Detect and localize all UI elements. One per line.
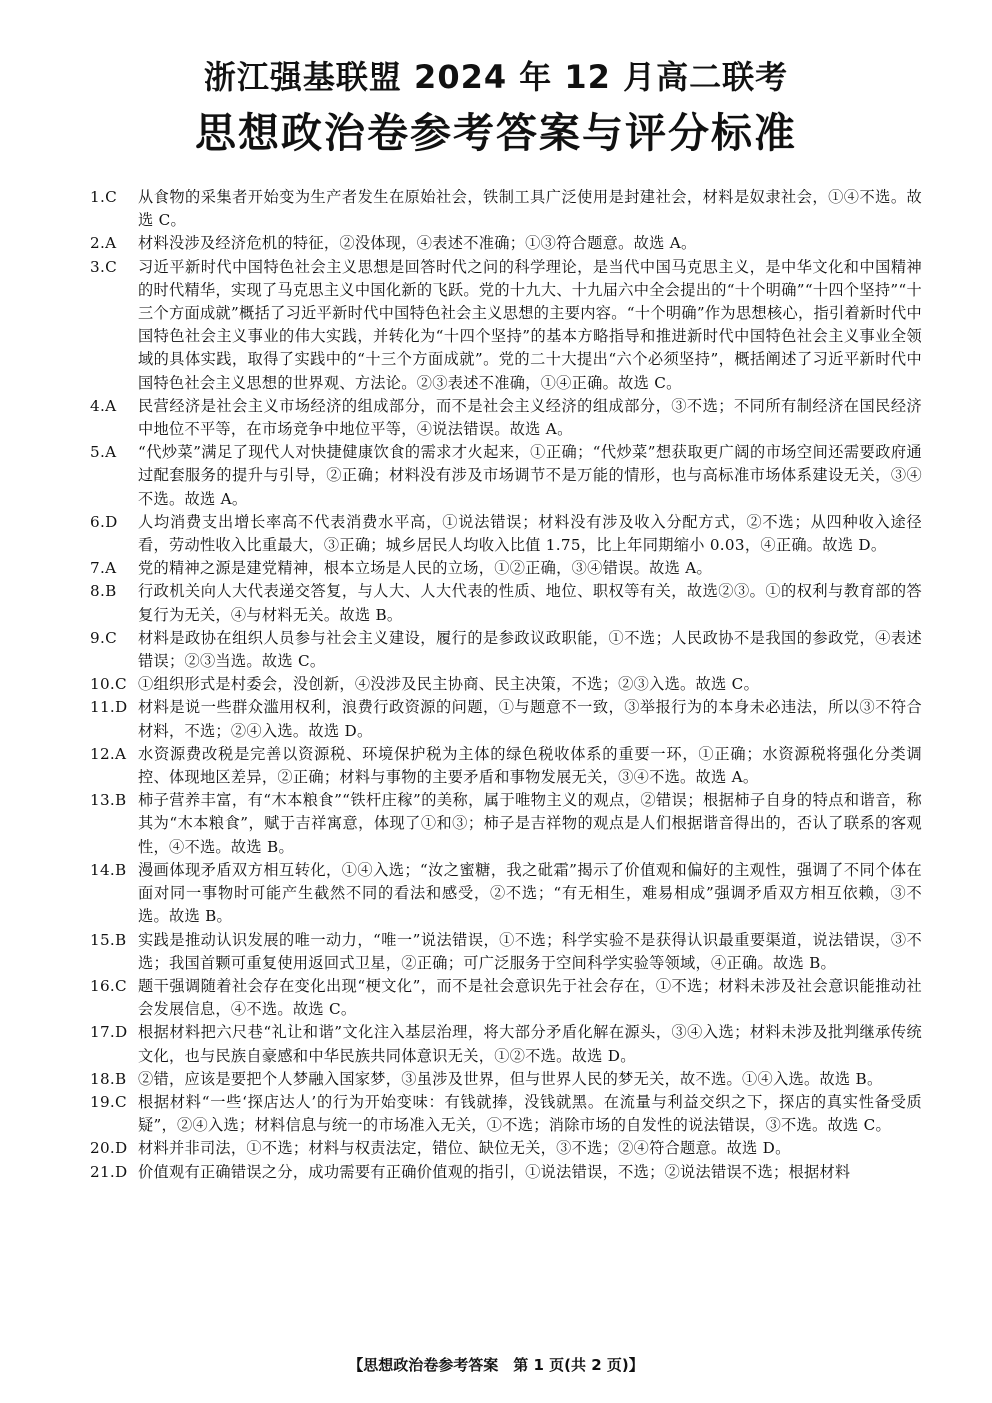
answer-text: “代炒菜”满足了现代人对快捷健康饮食的需求才火起来，①正确；“代炒菜”想获取更广阔的市场空间还需要政府通过配套服务的提升与引导，②正确；材料没有涉及市场调节不是万能的情形，也与高标准市场体系建设无关，③④不选。故选 A。 bbox=[138, 443, 922, 508]
answer-item-21 bbox=[90, 1161, 922, 1184]
answer-item-6 bbox=[90, 511, 922, 557]
answer-text: 柿子营养丰富，有“木本粮食”“铁杆庄稼”的美称，属于唯物主义的观点，②错误；根据柿子自身的特点和谐音，称其为“木本粮食”，赋于吉祥寓意，体现了①和③；柿子是吉祥物的观点是人们根据谐音得出的，否认了联系的客观性，④不选。故选 B。 bbox=[138, 791, 922, 856]
answer-text: 根据材料把六尺巷“礼让和谐”文化注入基层治理，将大部分矛盾化解在源头，③④入选；材料未涉及批判继承传统文化，也与民族自豪感和中华民族共同体意识无关，①②不选。故选 D。 bbox=[138, 1023, 922, 1065]
answer-number: 16.C bbox=[90, 976, 127, 995]
answer-text: 价值观有正确错误之分，成功需要有正确价值观的指引，①说法错误，不选；②说法错误不选；根据材料 bbox=[138, 1162, 851, 1181]
answer-number: 21.D bbox=[90, 1162, 128, 1181]
answer-number: 19.C bbox=[90, 1092, 127, 1111]
answer-number: 12.A bbox=[90, 744, 127, 763]
answer-number: 20.D bbox=[90, 1139, 128, 1158]
answer-text: 实践是推动认识发展的唯一动力，“唯一”说法错误，①不选；科学实验不是获得认识最重要渠道，说法错误，③不选；我国首颗可重复使用返回式卫星，②正确；可广泛服务于空间科学实验等领域，④正确。故选 B。 bbox=[138, 930, 922, 972]
answer-number: 3.C bbox=[90, 257, 118, 276]
answer-number: 6.D bbox=[90, 512, 118, 531]
answer-text: 习近平新时代中国特色社会主义思想是回答时代之问的科学理论，是当代中国马克思主义，是中华文化和中国精神的时代精华，实现了马克思主义中国化新的飞跃。党的十九大、十九届六中全会提出的“十个明确”“十四个坚持”“十三个方面成就”概括了习近平新时代中国特色社会主义思想的主要内容。“十个明确”作为思想核心，指引着新时代中国特色社会主义事业的伟大实践，并转化为“十四个坚持”的基本方略指导和推进新时代中国特色社会主义事业全领域的具体实践，取得了实践中的“十三个方面成就”。党的二十大提出“六个必须坚持”，概括阐述了习近平新时代中国特色社会主义思想的世界观、方法论。②③表述不准确，①④正确。故选 C。 bbox=[138, 257, 922, 392]
answer-item-3 bbox=[90, 256, 922, 395]
answer-item-18 bbox=[90, 1068, 922, 1091]
answer-text: 行政机关向人大代表递交答复，与人大、人大代表的性质、地位、职权等有关，故选②③。①的权利与教育部的答复行为无关，④与材料无关。故选 B。 bbox=[138, 582, 922, 624]
answer-item-12 bbox=[90, 743, 922, 789]
answer-text: 人均消费支出增长率高不代表消费水平高，①说法错误；材料没有涉及收入分配方式，②不选；从四种收入途径看，劳动性收入比重最大，③正确；城乡居民人均收入比值 1.75，比上年同期缩小 0.03，④正确。故选 D。 bbox=[138, 512, 922, 555]
answer-number: 4.A bbox=[90, 396, 117, 415]
answer-item-7 bbox=[90, 557, 922, 580]
answer-number: 1.C bbox=[90, 188, 118, 206]
answer-number: 13.B bbox=[90, 791, 127, 810]
answer-item-1 bbox=[90, 186, 922, 232]
answer-number: 17.D bbox=[90, 1023, 128, 1042]
answer-number: 11.D bbox=[90, 698, 128, 717]
answer-text: 材料并非司法，①不选；材料与权责法定，错位、缺位无关，③不选；②④符合题意。故选 D。 bbox=[138, 1139, 791, 1158]
answer-text: 材料没涉及经济危机的特征，②没体现，④表述不准确；①③符合题意。故选 A。 bbox=[138, 234, 697, 253]
answer-text: 民营经济是社会主义市场经济的组成部分，而不是社会主义经济的组成部分，③不选；不同所有制经济在国民经济中地位不平等，在市场竞争中地位平等，④说法错误。故选 A。 bbox=[138, 396, 922, 439]
answer-item-14 bbox=[90, 859, 922, 929]
answer-text: ②错，应该是要把个人梦融入国家梦，③虽涉及世界，但与世界人民的梦无关，故不选。①④入选。故选 B。 bbox=[138, 1069, 883, 1088]
answer-number: 8.B bbox=[90, 582, 117, 601]
answer-text: 党的精神之源是建党精神，根本立场是人民的立场，①②正确，③④错误。故选 A。 bbox=[138, 559, 712, 578]
answer-text: 漫画体现矛盾双方相互转化，①④入选；“汝之蜜糖，我之砒霜”揭示了价值观和偏好的主观性，强调了不同个体在面对同一事物时可能产生截然不同的看法和感受，②不选；“有无相生，难易相成”强调矛盾双方相互依赖，③不选。故选 B。 bbox=[138, 860, 922, 926]
answer-text: 水资源费改税是完善以资源税、环境保护税为主体的绿色税收体系的重要一环，①正确；水资源税将强化分类调控、体现地区差异，②正确；材料与事物的主要矛盾和事物发展无关，③④不选。故选 A。 bbox=[138, 744, 922, 787]
page-footer: 【思想政治卷参考答案 第 1 页(共 2 页)】 bbox=[348, 1356, 644, 1374]
answer-number: 18.B bbox=[90, 1069, 127, 1088]
answer-item-15 bbox=[90, 929, 922, 975]
answer-text: ①组织形式是村委会，没创新，④没涉及民主协商、民主决策，不选；②③入选。故选 C。 bbox=[138, 675, 760, 694]
answer-number: 2.A bbox=[90, 234, 117, 253]
answer-text: 根据材料“一些‘探店达人’的行为开始变味：有钱就捧，没钱就黑。在流量与利益交织之下，探店的真实性备受质疑”，②④入选；材料信息与统一的市场准入无关，①不选；消除市场的自发性的说法错误，③不选。故选 C。 bbox=[138, 1092, 922, 1135]
answer-number: 7.A bbox=[90, 559, 117, 578]
answer-item-4 bbox=[90, 395, 922, 441]
answer-item-10 bbox=[90, 673, 922, 696]
answer-number: 9.C bbox=[90, 628, 118, 647]
answer-item-5 bbox=[90, 441, 922, 511]
answer-text: 材料是政协在组织人员参与社会主义建设，履行的是参政议政职能，①不选；人民政协不是我国的参政党，④表述错误；②③当选。故选 C。 bbox=[138, 628, 922, 671]
page-title-line1: 浙江强基联盟 2024 年 12 月高二联考 bbox=[203, 58, 789, 96]
answer-list bbox=[90, 186, 922, 1184]
answer-text: 材料是说一些群众滥用权利，浪费行政资源的问题，①与题意不一致，③举报行为的本身未必违法，所以③不符合材料，不选；②④入选。故选 D。 bbox=[138, 698, 922, 740]
answer-item-16 bbox=[90, 975, 922, 1021]
answer-item-11 bbox=[90, 696, 922, 742]
answer-text: 从食物的采集者开始变为生产者发生在原始社会，铁制工具广泛使用是封建社会，材料是奴隶社会，①④不选。故选 C。 bbox=[138, 188, 922, 230]
answer-item-13 bbox=[90, 789, 922, 859]
answer-item-2 bbox=[90, 232, 922, 255]
answer-item-9 bbox=[90, 627, 922, 673]
answer-item-19 bbox=[90, 1091, 922, 1137]
answer-number: 14.B bbox=[90, 860, 127, 879]
answer-number: 10.C bbox=[90, 675, 127, 694]
answer-item-20 bbox=[90, 1137, 922, 1160]
page-title-line2: 思想政治卷参考答案与评分标准 bbox=[195, 109, 797, 157]
answer-item-8 bbox=[90, 580, 922, 626]
answer-item-17 bbox=[90, 1021, 922, 1067]
answer-text: 题干强调随着社会存在变化出现“梗文化”，而不是社会意识先于社会存在，①不选；材料未涉及社会意识能推动社会发展信息，④不选。故选 C。 bbox=[138, 976, 922, 1019]
answer-number: 5.A bbox=[90, 443, 117, 462]
answer-number: 15.B bbox=[90, 930, 127, 949]
